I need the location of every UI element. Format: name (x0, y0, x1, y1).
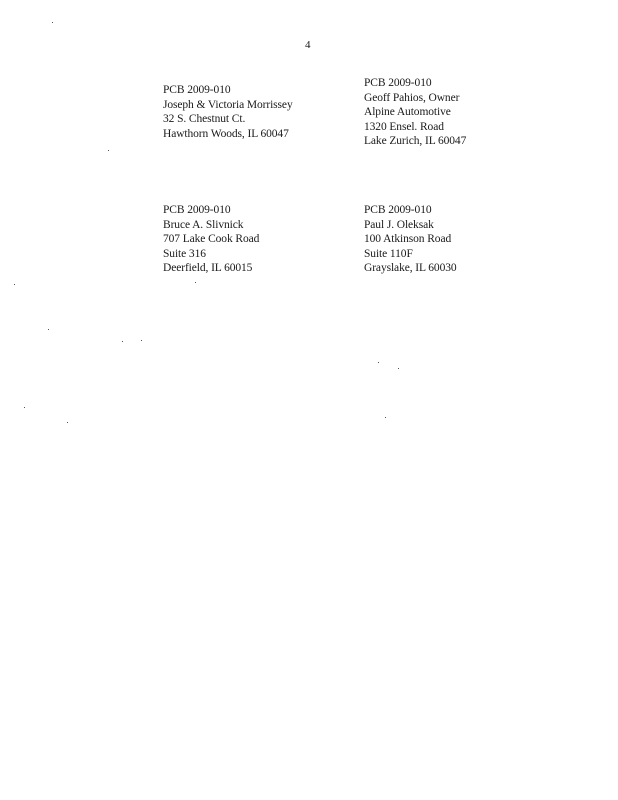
scan-speck (122, 341, 123, 342)
city-state-zip: Hawthorn Woods, IL 60047 (163, 127, 289, 140)
scan-speck (141, 340, 142, 341)
service-address-block (364, 76, 466, 149)
scan-speck (378, 362, 379, 363)
scan-speck (67, 422, 68, 423)
street-address: 1320 Ensel. Road (364, 120, 444, 133)
scan-speck (24, 407, 25, 408)
scan-speck (398, 368, 399, 369)
page-number: 4 (305, 39, 311, 51)
scan-speck (52, 22, 53, 23)
service-address-block (364, 203, 457, 276)
scan-speck (108, 150, 109, 151)
suite-number: Suite 110F (364, 247, 413, 260)
suite-number: Suite 316 (163, 247, 206, 260)
scan-speck (195, 282, 196, 283)
case-number: PCB 2009-010 (163, 204, 231, 216)
city-state-zip: Deerfield, IL 60015 (163, 262, 253, 274)
recipient-name: Paul J. Oleksak (364, 218, 434, 231)
service-address-block (163, 203, 259, 276)
recipient-name: Geoff Pahios, Owner (364, 91, 460, 104)
street-address: 707 Lake Cook Road (163, 233, 260, 245)
case-number: PCB 2009-010 (364, 204, 432, 216)
scan-speck (14, 284, 15, 285)
recipient-name: Joseph & Victoria Morrissey (163, 98, 293, 111)
street-address: 32 S. Chestnut Ct. (163, 113, 246, 125)
case-number: PCB 2009-010 (163, 84, 231, 96)
scan-speck (385, 417, 386, 418)
city-state-zip: Grayslake, IL 60030 (364, 262, 457, 274)
city-state-zip: Lake Zurich, IL 60047 (364, 135, 467, 147)
scan-speck (48, 329, 49, 330)
street-address: 100 Atkinson Road (364, 233, 452, 245)
service-address-block (163, 83, 293, 141)
organization-name: Alpine Automotive (364, 106, 451, 118)
recipient-name: Bruce A. Slivnick (163, 218, 244, 231)
case-number: PCB 2009-010 (364, 77, 432, 89)
